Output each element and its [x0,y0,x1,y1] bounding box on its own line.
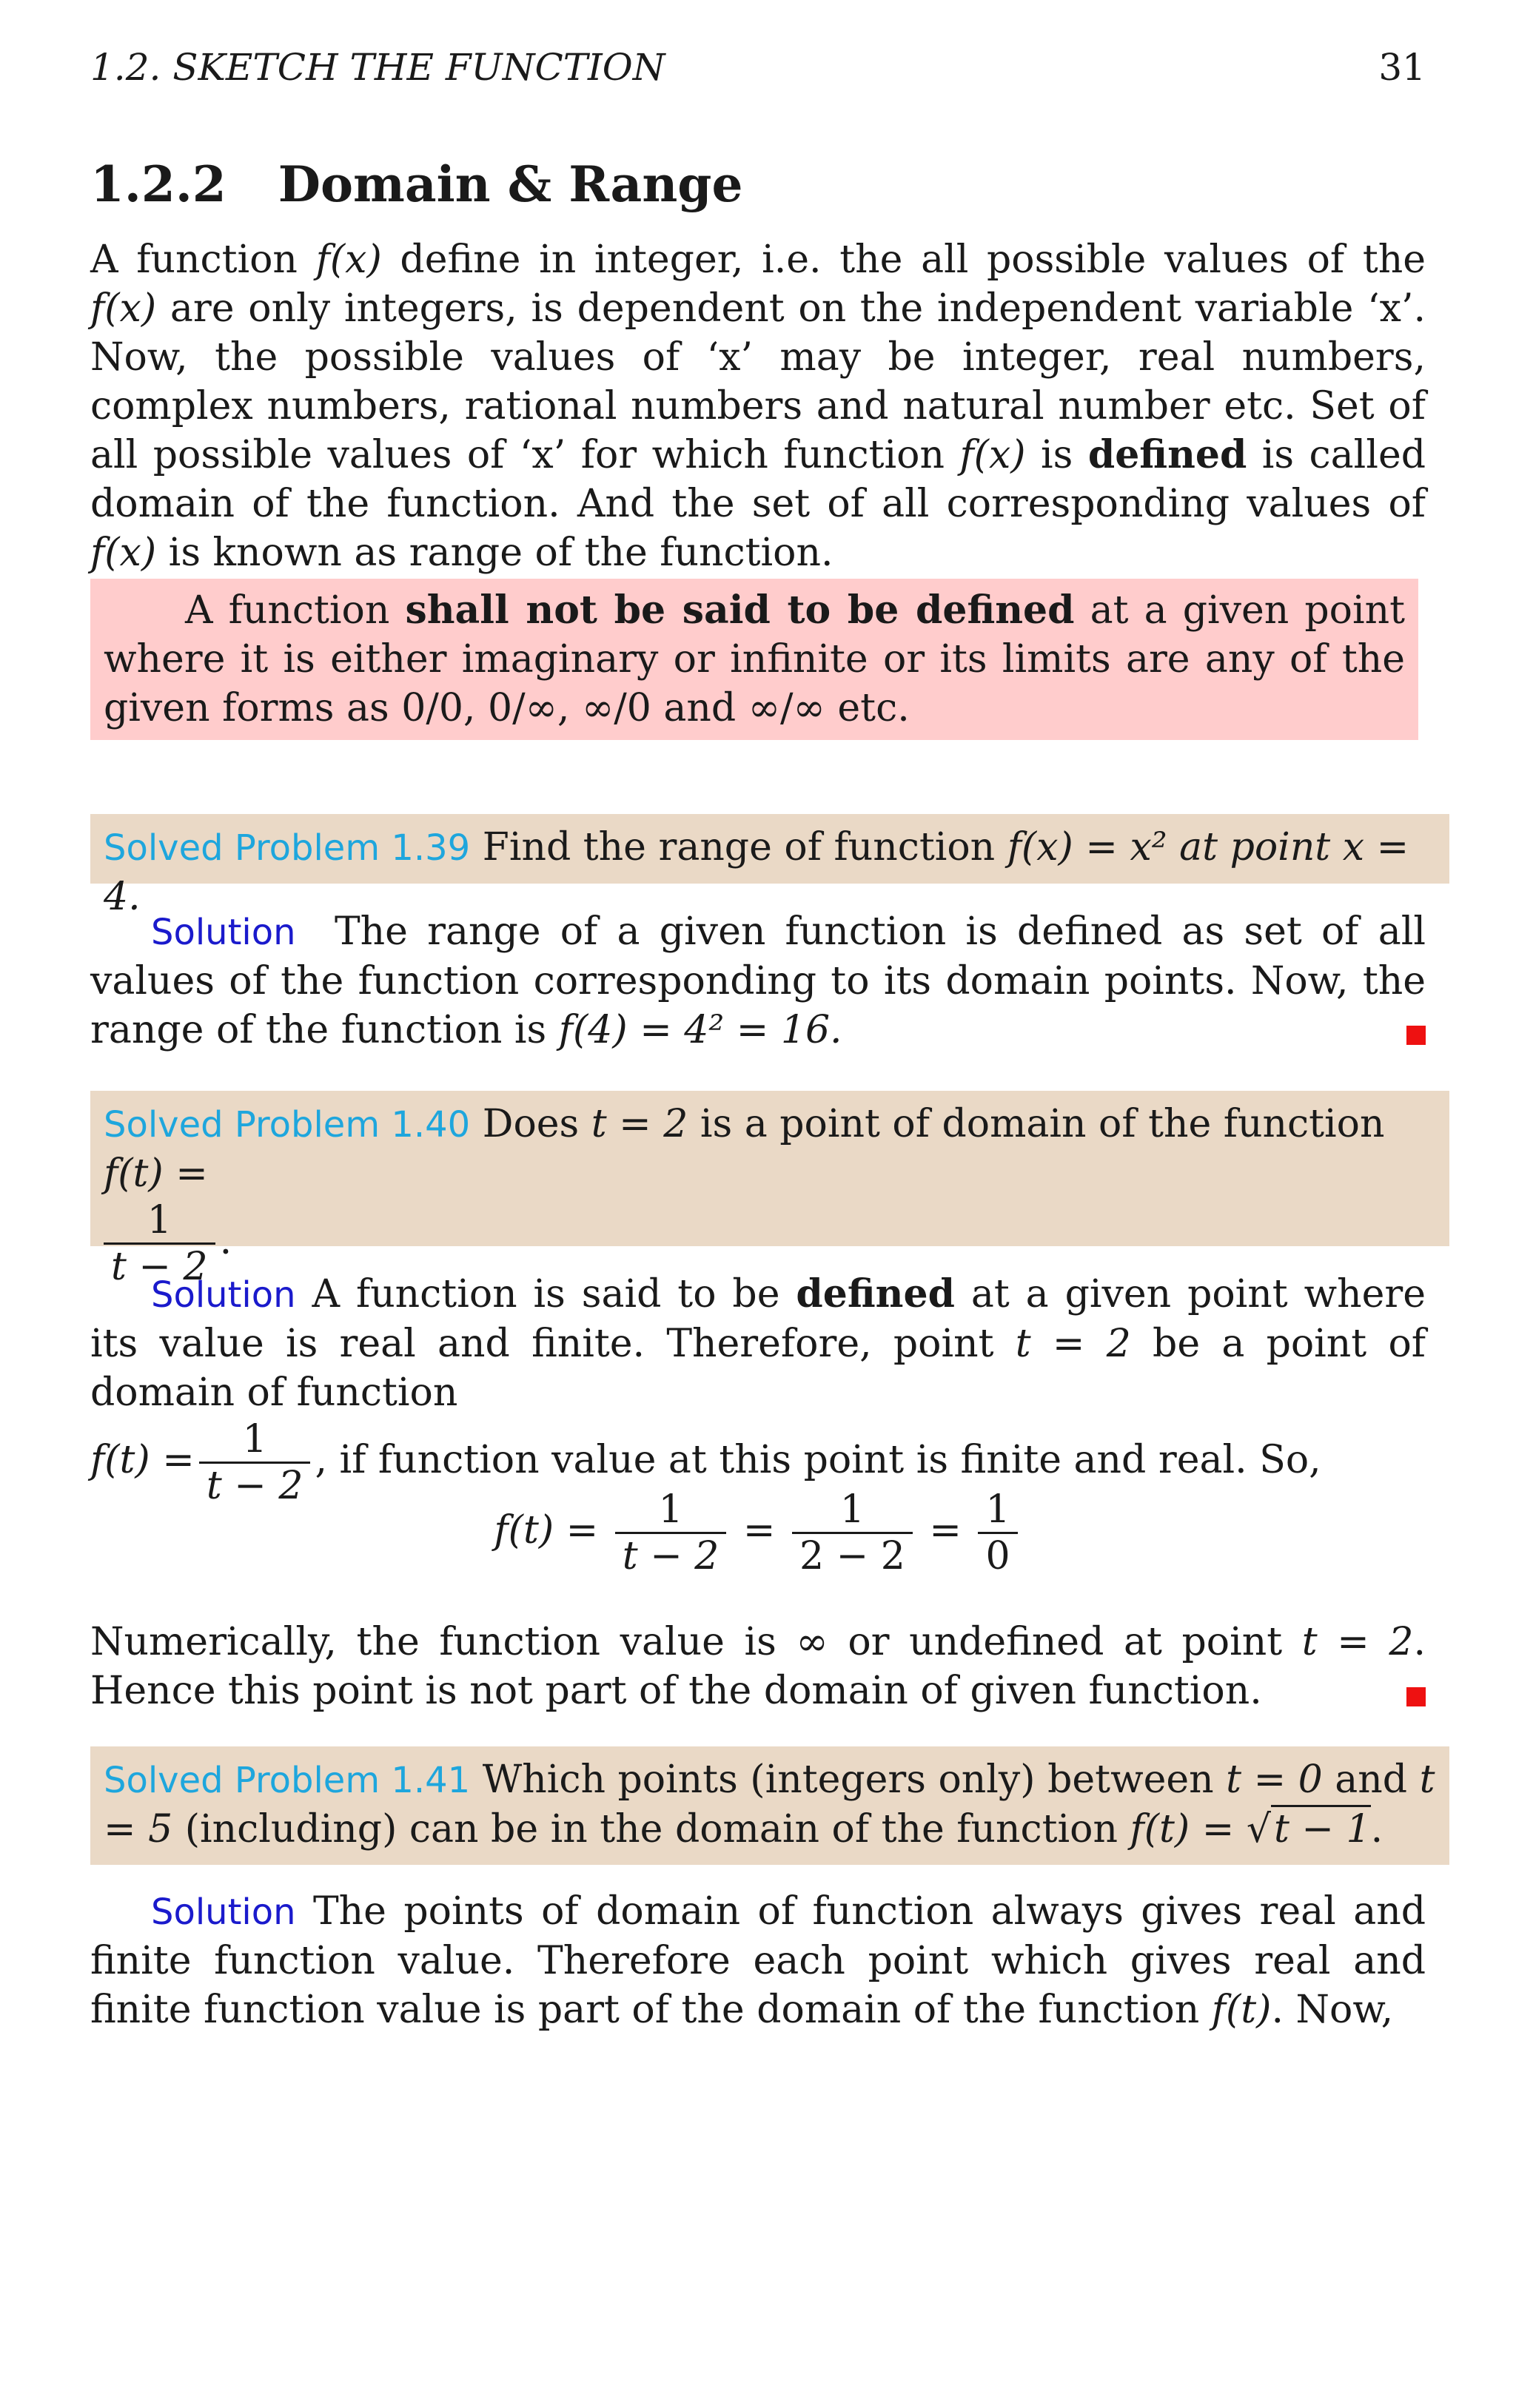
problem-label: Solved Problem 1.40 [104,1104,471,1146]
running-title: 1.2. SKETCH THE FUNCTION [90,46,665,89]
conclusion-1-40: Numerically, the function value is ∞ or undefined at point t = 2. Hence this point is not part of the domain of given function. [90,1620,1426,1713]
intro-paragraph: A function f(x) define in integer, i.e. the all possible values of the f(x) are only integers, is dependent on the independent variable ‘x’. Now, the possible values of ‘x’ may be integer, real numbers, complex numbers, rational numbers and natural number etc. Set of all possible values of ‘x’ for which function f(x) is defined is called domain of the function. And the set of all corresponding values of f(x) is known as range of the function. [90,238,1426,575]
qed-mark [1406,1687,1426,1706]
problem-1-39: Solved Problem 1.39 Find the range of function f(x) = x² at point x = 4. [90,814,1449,884]
section-heading [90,155,742,213]
qed-mark [1406,1026,1426,1045]
solution-label: Solution [151,912,296,953]
solution-1-39: Solution The range of a given function is defined as set of all values of the function corresponding to its domain points. Now, the range of the function is f(4) = 4² = 16. [90,909,1426,1052]
section-number: 1.2.2 [90,155,227,213]
problem-1-40: Solved Problem 1.40 Does t = 2 is a point of domain of the function f(t) = $\frac{1}{t - 2}$ . [90,1091,1449,1246]
problem-1-41: Solved Problem 1.41 Which points (integers only) between t = 0 and t = 5 (including) can be in the domain of the function f(t) = √t − 1. [90,1746,1449,1865]
solution-1-40: Solution A function is said to be defined at a given point where its value is real and finite. Therefore, point t = 2 be a point of domain of function f(t) = $\frac{1}{t - 2}$ , if function value at this point is finite and real. So, [90,1271,1426,1508]
solution-label: Solution [151,1891,296,1933]
section-title: Domain & Range [278,155,743,213]
page-number: 31 [1378,46,1426,89]
definition-note: A function shall not be said to be defined at a given point where it is either imaginary or infinite or its limits are any of the given forms as 0/0, 0/∞, ∞/0 and ∞/∞ etc. [90,579,1418,740]
running-head [90,46,1426,89]
problem-label: Solved Problem 1.39 [104,827,471,869]
problem-label: Solved Problem 1.41 [104,1760,471,1801]
solution-1-41: Solution The points of domain of function always gives real and finite function value. Therefore each point which gives real and finite function value is part of the domain of the function f(t). Now, [90,1889,1426,2032]
display-equation: f(t) = $\frac{1}{t - 2}$ = $\frac{1}{2 - 2}$ = $\frac{1}{0}$ [0,1487,1516,1578]
solution-label: Solution [151,1274,296,1316]
